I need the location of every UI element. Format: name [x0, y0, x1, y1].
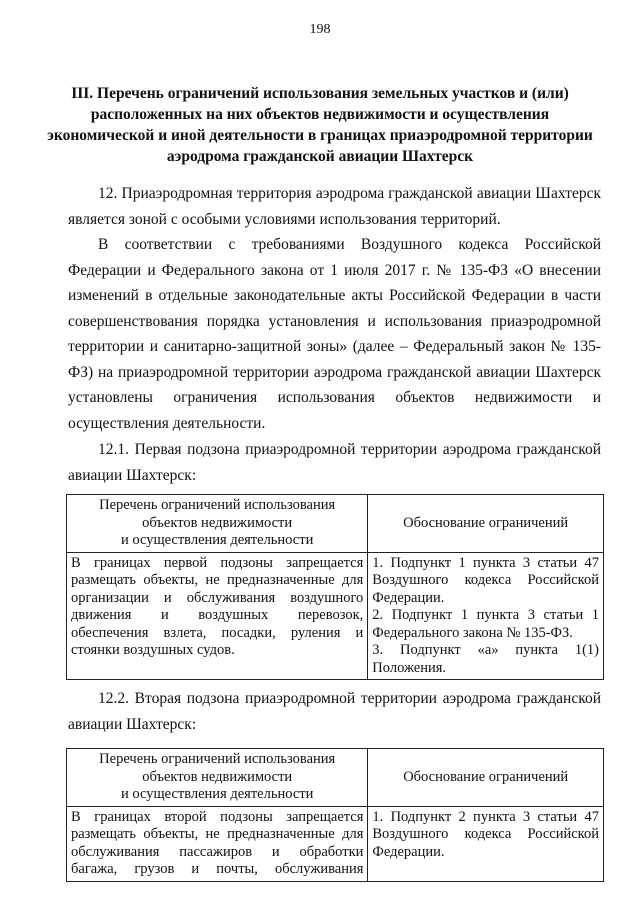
section-heading [40, 83, 600, 167]
basis-cell [368, 552, 604, 680]
restriction-cell: В границах первой подзоны запрещается размещать объекты, не предназначенные для организации и обслуживания воздушного движения и воздушных перевозок, обеспечения взлета, посадки, руления и стоянки воздушных судов. [67, 552, 368, 680]
restriction-text: В границах второй подзоны запрещается размещать объекты, не предназначенные для обслуживания пассажиров и обработки багажа, грузов и почты, обслуживания [71, 808, 364, 877]
table-row [67, 806, 604, 881]
heading-line: расположенных на них объектов недвижимости и осуществления [90, 106, 550, 123]
table-header-row [67, 495, 604, 553]
header-basis: Обоснование ограничений [368, 749, 604, 807]
header-line: Перечень ограничений использования [99, 497, 336, 513]
basis-item: 3. Подпункт «а» пункта 1(1) Положения. [372, 642, 599, 676]
paragraph-12: 12. Приаэродромная территория аэродрома гражданской авиации Шахтерск является зоной с особыми условиями использования территорий. [68, 185, 601, 228]
header-line: и осуществления деятельности [121, 786, 314, 802]
first-subzone-table [66, 494, 604, 680]
header-basis: Обоснование ограничений [368, 495, 604, 553]
heading-line: аэродрома гражданской авиации Шахтерск [166, 148, 474, 165]
paragraph-12-1: 12.1. Первая подзона приаэродромной территории аэродрома гражданской авиации Шахтерск: [68, 441, 601, 484]
header-line: и осуществления деятельности [120, 532, 314, 548]
page-number: 198 [309, 22, 331, 37]
header-line: Перечень ограничений использования [99, 751, 336, 767]
basis-item: 1. Подпункт 2 пункта 3 статьи 47 Воздушного кодекса Российской Федерации. [372, 808, 599, 860]
paragraph-12-2: 12.2. Вторая подзона приаэродромной территории аэродрома гражданской авиации Шахтерск: [68, 690, 601, 733]
table-row [67, 552, 604, 680]
second-subzone-table [66, 748, 604, 882]
paragraph-legal-basis: В соответствии с требованиями Воздушного кодекса Российской Федерации и Федерального закона от 1 июля 2017 г. № 135-ФЗ «О внесении изменений в отдельные законодательные акты Российской Федерации в части совершенствования порядка установления и использования приаэродромной территории и санитарно-защитной зоны» (далее – Федеральный закон № 135-ФЗ) на приаэродромной территории аэродрома гражданской авиации Шахтерск установлены ограничения использования объектов недвижимости и осуществления деятельности. [68, 236, 601, 432]
header-line: объектов недвижимости [142, 514, 293, 531]
header-restrictions [67, 495, 368, 553]
heading-line: III. Перечень ограничений использования земельных участков и (или) [71, 85, 569, 102]
heading-line: экономической и иной деятельности в границах приаэродромной территории [47, 127, 593, 144]
basis-item: 2. Подпункт 1 пункта 3 статьи 1 Федерального закона № 135-ФЗ. [372, 607, 599, 641]
header-restrictions [67, 749, 368, 807]
table-header-row [67, 749, 604, 807]
restriction-cell [67, 806, 368, 881]
basis-item: 1. Подпункт 1 пункта 3 статьи 47 Воздушного кодекса Российской Федерации. [372, 554, 599, 606]
basis-cell [368, 806, 604, 881]
header-line: объектов недвижимости [142, 768, 293, 785]
